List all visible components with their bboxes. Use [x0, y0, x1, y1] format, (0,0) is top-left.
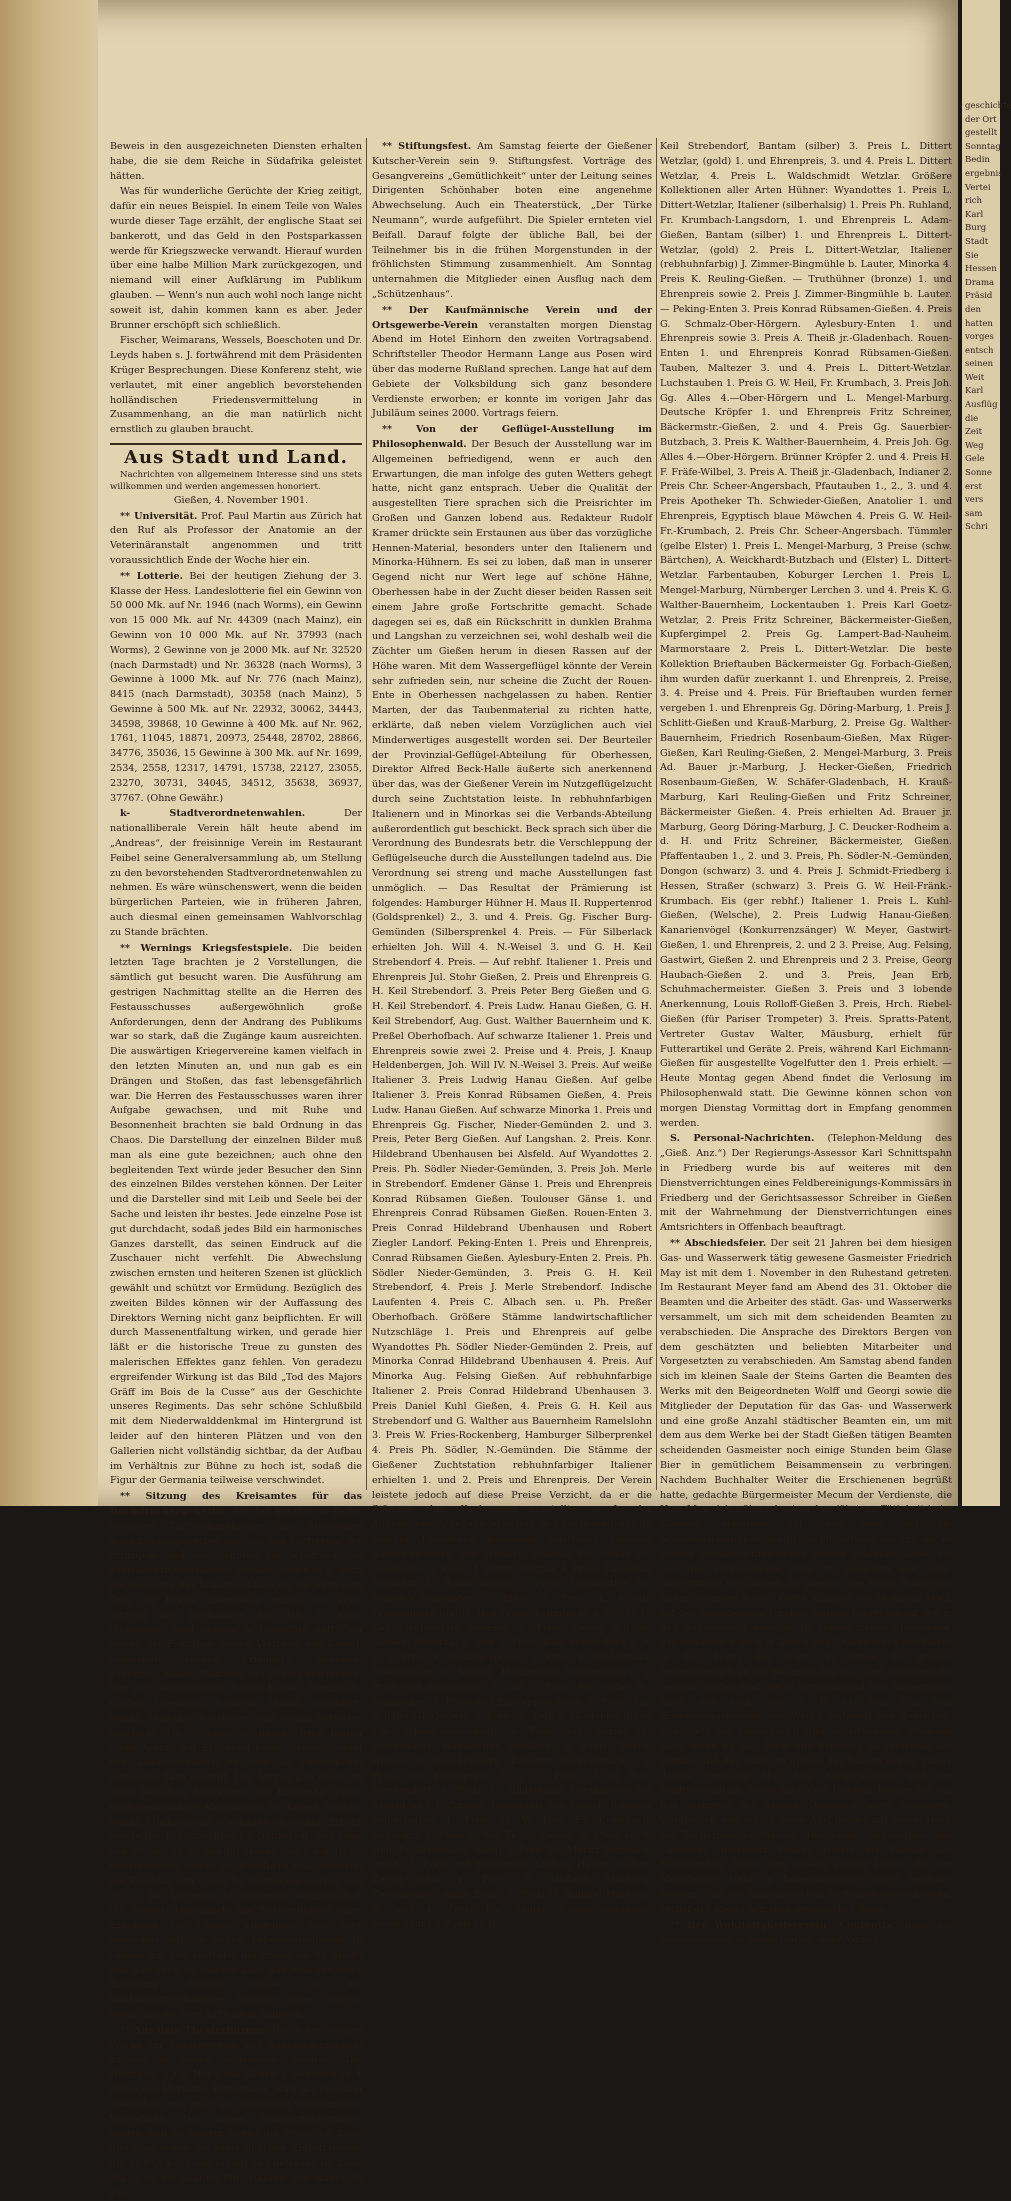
edge-fragment: Karl [965, 386, 984, 397]
edge-fragment: Schri [965, 522, 988, 533]
news-text: Bei den kürzlich in Berlin erfolgten Tarifverhandlungen des Deutschen Buchdruckergewerbes war von den Vertretern der Prinzipale und der Gehilfen die Schaffung von Kreisämtern beschlossen worden, denen u. a. auch die Regelung der Lokalzuschläge für die einzelnen Orte der Kreise überwiesen wurde. Die erste Sitzung des Kreisamtes für den 3. Kreis (Mainkreis) fand gestern in Frankfurt statt. Von Seiten der Prinzipale waren Vertreter aus Kassel, Darmstadt, Gießen, Friedberg, Nauheim, Frankfurt, Mainz, Marburg und Worms erschienen. Von der Gehilfenschaft hatten Kassel, Darmstadt, Gießen, Friedberg, Nauheim, Hanau, Frankfurt, Mainz, Marburg, Wiesbaden und Worms Vertreter geschickt. Die Gehilfen in diesen Orten hatten einen Antrag auf Erhöhung bezw. Neueinführung von Lokalzuschlägen zu dem im Deutschland geltenden Tarif gestellt. Der Antrag gab Anlaß zu einer lebhaften Erörterung. Die Erhöhung wurde nach mehrmaliger Abstimmung für Kassel, Gießen, Mainz, Marburg und Wiesbaden abgelehnt. Erhöht wurde der Lokalzuschlag für Darmstadt, und zwar von 8⅓ auf 11 %, und für Hanau von 5 auf 10 %; neueingeführt wurde für Friedberg und Nauheim ein Zuschlag von 5 und für Worms ein solcher von 2½ %. Der Vertreter der Gießener Gehilfenschaft (M. Keßler) begründete die Notwendigkeit einer Erhöhung für Gießen eingehend und wies besonders auf die hohen Lebensmittelpreise in Gießen hin. Der Vertreter der Prinzipale (O. Kindt) gab dies auch zu, glaubte aber, daß man von einer Erhöhung absehen müsse, da die Konkurrenzverhältnisse Gießens diese weitere Belastung der Geschäfte nicht zuließen. [110, 1505, 362, 2021]
edge-fragment: vers [965, 495, 984, 506]
edge-fragment: Bedin [965, 155, 990, 166]
edge-fragment: Drama [965, 277, 995, 288]
edge-fragment: Gele [965, 454, 985, 465]
edge-fragment: erst [965, 481, 982, 492]
edge-fragment: rich [965, 196, 983, 207]
section-divider [110, 443, 362, 445]
article-continuation: Keil Strebendorf, Bantam (silber) 3. Preis L. Dittert Wetzlar, (gold) 1. und Ehrenpreis, 3. und 4. Preis L. Dittert Wetzlar, 4. Preis L. Waldschmidt Wetzlar. Größere Kollektionen aller Arten Hühner: Wyandottes 1. Preis L. Dittert-Wetzlar, Italiener (silberhalsig) 1. Preis Ph. Ruhland, Fr. Krumbach-Langsdorn, 1. und Ehrenpreis L. Adam-Gießen, Bantam (silber) 1. und Ehrenpreis L. Dittert-Wetzlar, (gold) 2. Preis L. Dittert-Wetzlar, Italiener (rebhuhnfarbig) J. Zimmer-Bingmühle b. Lauter, Minorka 4. Preis K. Reuling-Gießen. — Truthühner (bronze) 1. und Ehrenpreis sowie 2. Preis J. Zimmer-Bingmühle b. Lauter. — Peking-Enten 3. Preis Konrad Rübsamen-Gießen. 4. Preis G. Schmalz-Ober-Hörgern. Aylesbury-Enten 1. und Ehrenpreis sowie 3. Preis A. Theiß jr.-Gladenbach. Rouen-Enten 1. und Ehrenpreis Konrad Rübsamen-Gießen. Tauben, Maltezer 3. und 4. Preis L. Dittert-Wetzlar. Luchstauben 1. Preis G. W. Heil, Fr. Krumbach, 3. Preis Joh. Gg. Alles 4.—Ober-Hörgern und L. Mengel-Marburg. Deutsche Kröpfer 1. und Ehrenpreis Fritz Schreiner, Bäckermstr.-Gießen, 2. und 4. Preis Gg. Sauerbier-Butzbach, 3. Preis K. Walther-Bauernheim, 4. Preis Joh. Gg. Alles 4.—Ober-Hörgern. Brünner Kröpfer 2. und 4. Preis H. F. Fräfe-Wilbel, 3. Preis A. Theiß jr.-Gladenbach, Indianer 2. Preis Chr. Scheer-Angersbach, Pfautauben 1., 2., 3. und 4. Preis Apotheker Th. Schwieder-Gießen, Anatolier 1. und Ehrenpreis, Egyptisch blaue Möwchen 4. Preis G. W. Heil-Fr.-Krumbach, 2. Preis Chr. Scheer-Angersbach. Tümmler (gelbe Elster) 1. Preis L. Mengel-Marburg, 3 Preise (schw. Bärtchen), A. Weickhardt-Butzbach und (Elster) L. Dittert-Wetzlar. Farbentauben, Koburger Lerchen 1. Preis L. Mengel-Marburg, Nürnberger Lerchen 3. und 4. Preis K. G. Walther-Bauernheim, Lockentauben 1. Preis Karl Goetz-Wetzlar, 2. Preis Fritz Schreiner, Bäckermeister-Gießen, Kupfergimpel 2. Preis Gg. Lampert-Bad-Nauheim. Marmorstaare 2. Preis L. Dittert-Wetzlar. Die beste Kollektion Brieftauben Bäckermeister Gg. Forbach-Gießen, ihm wurden dafür zuerkannt 1. und Ehrenpreis, 2. Preise, 3. 4. Preise und 4. Preis. Für Brieftauben wurden ferner vergeben 1. und Ehrenpreis Gg. Döring-Marburg, 1. Preis J. Schlitt-Gießen und Krauß-Marburg, 2. Preise Gg. Walther-Bauernheim, Friedrich Rosenbaum-Gießen, Max Rüger-Gießen, Karl Reuling-Gießen, 2. Mengel-Marburg, 3. Preis Ad. Bauer jr.-Marburg, J. Hecker-Gießen, Friedrich Rosenbaum-Gießen, W. Schäfer-Gladenbach, H. Krauß-Marburg, Karl Reuling-Gießen und Fritz Schreiner, Bäckermeister Gießen. 4. Preis erhielten Ad. Brauer jr. Marburg, Georg Döring-Marburg, J. C. Deucker-Rodheim a. d. H. und Fritz Schreiner, Bäckermeister, Gießen. Pfaffentauben 1., 2. und 3. Preis, Ph. Södler-N.-Gemünden, Dongon (schwarz) 3. und 4. Preis J. Schmidt-Friedberg i. Hessen, Straßer (schwarz) 3. Preis G. W. Heil-Fränk.-Krumbach. Eis (ger rebhf.) Italiener 1. Preis L. Kuhl-Gießen, (Welsche), 2. Preis Ludwig Hanau-Gießen. Kanarienvögel (Konkurrenzsänger) W. Meyer, Gastwirt-Gießen, 1. und Ehrenpreis, 2. und 2 3. Preise, Aug. Felsing, Gastwirt, Gießen 2. und Ehrenpreis und 2 3. Preise, Georg Haubach-Gießen 2. und 3. Preis, Jean Erb, Schuhmachermeister. Gießen 3. Preis und 3 lobende Anerkennung, Louis Rolloff-Gießen 3. Preis, Hrch. Riebel-Gießen (für Pariser Trompeter) 3. Preis. Spratts-Patent, Vertreter Gustav Walter, Mäusburg, erhielt für Futterartikel und Geräte 2. Preis, während Karl Eichmann-Gießen für ausgestellte Vogelfutter den 1. Preis erhielt. — Heute Montag gegen Abend findet die Verlosung im Philosophenwald statt. Die Gewinne können schon von morgen Dienstag Vormittag dort in Empfang genommen werden. [660, 141, 952, 1129]
column-2 [372, 140, 652, 1930]
edge-fragment: Hessen [965, 264, 997, 275]
edge-fragment: Ausflüg [965, 400, 998, 411]
news-keyword: k- Stadtverordnetenwahlen. [120, 808, 306, 820]
news-text: (Telephon-Meldung des „Gieß. Anz.“) Der Regierungs-Assessor Karl Schnittspahn in Friedberg wurde bis auf weiteres mit den Dienstverrichtungen eines Feldbereinigungs-Kommissärs in Friedberg und der Gerichtsassessor Schreiber in Gießen mit der Wahrnehmung der Dienstverrichtungen eines Amtsrichters in Offenbach beauftragt. [660, 1133, 952, 1234]
dateline: Gießen, 4. November 1901. [173, 494, 309, 506]
news-keyword: ** Sitzung des Kreisamtes für das Buchdruckergewerbe. [110, 1491, 362, 1517]
news-text: Der seit 21 Jahren bei dem hiesigen Gas- und Wasserwerk tätig gewesene Gasmeister Friedrich May ist mit dem 1. November in den Ruhestand getreten. Im Restaurant Meyer fand am Abend des 31. Oktober die Beamten und die Arbeiter des städt. Gas- und Wasserwerks versammelt, um sich mit dem scheidenden Beamten zu verabschieden. Die Ansprache des Direktors Bergen von dem geschätzten und beliebten Mitarbeiter und Vorgesetzten zu verabschieden. Am Samstag abend fanden sich im kleinen Saale der Steins Garten die Beamten des Werks mit den Beigeordneten Wolff und Georgi sowie die Mitglieder der Deputation für das Gas- und Wasserwerk und eine große Anzahl städtischer Beamten ein, um mit dem aus dem Werke bei der Stadt Gießen tätigen Beamten scheidenden Gasmeister noch einige Stunden beim Glase Bier in gemütlichem Beisammensein zu verbringen. Nachdem Buchhalter Weiter die Erschienenen begrüßt hatte, gedachte Bürgermeister Mecum der Verdienste, die Herr May sich während seiner langjährigen Tätigkeit beim Gaswerk erworben hat, und wies auf die Schaffensfreudigkeit und große Pflichttreue hin, mit der er seinem verantwortungsvollen Posten bekleidet habe, um nun die wohlverdiente Ruhe zu genießen und seine angegriffene Gesundheit zu pflegen. Die tiefen Eindrücke hinterlassenden ferner Worte klangen aus in einem Hoch auf den Scheidenden. Direktor Bergen feierte darauf den in den Ruhestand Tretenden als seinen treuen Mitarbeiter, der namentlich auch in Zeiten des Ueberganges des Werks in den Besitz der Stadt, in denen die großen Anforderungen an die Beamten des Gas- und Wasserwerks gestellt worden sind, die er hervorragend treu mitgetragen habe, wie auch, wie z. B. bei den Um- und Erweiterungsbauten des Werks während des Betriebes, sich stets als unermüdlich und arbeitsfreudig erwiesen habe, wenn es galt, Ruhe und Erholung im Interesse des Werkes und der Stadt zu opfern. Im Namen seines Vaters dankte Professor May dem Bürgermeister und der Stadtverwaltung, sowie auch dem Direktor Bergen für das ihm während der langen Dienstzeit stets bewiesene Wohlwollen und schloß seine Ausführung mit einem Hoch auf Bürgermeister Mecum. Der erste Obermonteur des Gaswerks, Ingenieur Frahm, feierte die Familie des Scheidenden. Unter dem Gesang einiger Lieder, die von Musiklehrer Hahn in liebenswürdiger Weise begleitet wurden, und bei humoristischen Vorträgen abwechselten, verlief der Abend in froher, gemütlicher Weise. [660, 1237, 952, 1915]
news-keyword: ** Der Kaufmännische Verein und der Ortsgewerbe-Verein [372, 304, 652, 331]
news-text: Bei der heutigen Ziehung der 3. Klasse der Hess. Landeslotterie fiel ein Gewinn von 50 000 Mk. auf Nr. 1946 (nach Worms), ein Gewinn von 15 000 Mk. auf Nr. 44309 (nach Mainz), ein Gewinn von 10 000 Mk. auf Nr. 37993 (nach Worms), 2 Gewinne von je 2000 Mk. auf Nr. 32520 (nach Darmstadt) und Nr. 36328 (nach Worms), 3 Gewinne à 1000 Mk. auf Nr. 776 (nach Mainz), 8415 (nach Darmstadt), 30358 (nach Mainz), 5 Gewinne à 500 Mk. auf Nr. 22932, 30062, 34443, 34598, 39868, 10 Gewinne à 400 Mk. auf Nr. 962, 1761, 11045, 18871, 20973, 25448, 28702, 28866, 34776, 35036, 15 Gewinne à 300 Mk. auf Nr. 1699, 2534, 2558, 12317, 14791, 15738, 22127, 23055, 23270, 30731, 34045, 34512, 35638, 36937, 37767. (Ohne Gewähr.) [110, 570, 362, 804]
edge-fragment: Sonne [965, 468, 992, 479]
news-text: Die in der vorigen Woche im Theaterverein mit außerordentlichem Erfolge in Szene gegangene Novität „Die Hoffnung“ („Op Hope van Zegen“), Seestück in 4 Akten von Hermann Heyermans, wird am Dienstag wiederholt und zwar als vollständig volkstümliche Vorstellung. Der hohen Honorarforderungen wegen sind an diesem Abend die Preise für Loge und Saal gegen die sonst üblichen Eintrittspreise um 10 Pfg. pro Billet erhöht und betragen für Loge Mk. 1,30, für Saal 60 Pfg., Gallerie wie immer 30 Pfg. [110, 2024, 362, 2199]
news-text: Am Samstag feierte der Gießener Kutscher-Verein sein 9. Stiftungsfest. Vorträge des Gesangvereins „Gemütlichkeit“ unter der Leitung seines Dirigenten Schönhaber boten eine angenehme Abwechselung. Auch ein Theaterstück, „Der Türke Neumann“, wurde aufgeführt. Die Spieler ernteten viel Beifall. Darauf folgte der übliche Ball, bei der Teilnehmer bis in die frühen Morgenstunden in der fröhlichsten Stimmung zusammenhielt. Am Sonntag unternahmen die Mitglieder einen Ausflug nach dem „Schützenhaus“. [372, 141, 652, 300]
news-text: Der Besuch der Ausstellung war im Allgemeinen befriedigend, wenn er auch den Erwartungen, die man infolge des guten Wetters gehegt hatte, nicht ganz entsprach. Ueber die Qualität der ausgestellten Tiere sprachen sich die Preisrichter im Großen und Ganzen lobend aus. Redakteur Rudolf Kramer drückte sein Erstaunen aus über das vorzügliche Hennen-Material, besonders unter den Italienern und Minorka-Hühnern. Es sei zu loben, daß man in unserer Gegend nicht nur Wert lege auf schöne Hähne, Oberhessen habe in der Zucht dieser beiden Rassen seit einem Jahre große Fortschritte gemacht. Schade dagegen sei es, daß ein Rückschritt in dunklen Brahma und Langshan zu verzeichnen sei, wohl deshalb weil die Züchter um Gießen herum in diesen Rassen auf der Höhe waren. Mit dem Wassergeflügel könnte der Verein sehr zufrieden sein, nur scheine die Zucht der Rouen-Ente in Oberhessen nachgelassen zu haben. Rentier Marten, der das Taubenmaterial zu richten hatte, erklärte, daß neben vielem Vorzüglichen auch viel Minderwertiges ausgestellt worden sei. Der Beurteiler der Provinzial-Geflügel-Abteilung für Oberhessen, Direktor Alfred Beck-Halle äußerte sich anerkennend über das, was der Gießener Verein im Nutzgeflügelzucht durch seine Zuchtstation leiste. In rebhuhnfarbigen Italienern und in Minorkas sei die Verbands-Abteilung außerordentlich gut beschickt. Beck sprach sich über die Verordnung des Bundesrats betr. die Verschleppung der Geflügelseuche durch die Ausstellungen tadelnd aus. Die Verordnung sei streng und mache Ausstellungen fast unmöglich. — Das Resultat der Prämierung ist folgendes: Hamburger Hühner H. Maus II. Ruppertenrod (Goldsprenkel) 2., 3. und 4. Preis. Gg. Fischer Burg-Gemünden (Silbersprenkel 4. Preis. — Für Silberlack erhielten Joh. Will 4. N.-Weisel 3. und G. H. Keil Strebendorf 4. Preis. — Auf rebhf. Italiener 1. Preis und Ehrenpreis Jul. Stohr Gießen, 2. Preis und Ehrenpreis G. H. Keil Strebendorf. 3. Preis Peter Berg Gießen und G. H. Keil Strebendorf. 4. Preis Ludw. Hanau Gießen, G. H. Keil Strebendorf, Aug. Gust. Walther Bauernheim und K. Preßel Oberhofbach. Auf schwarze Italiener 1. Preis und Ehrenpreis sowie zwei 2. Preise und 4. Preis, J. Knaup Heldenbergen, Joh. Will IV. N.-Weisel 3. Preis. Auf weiße Italiener 3. Preis Ludwig Hanau Gießen. Auf gelbe Italiener 3. Preis Konrad Rübsamen Gießen, 4. Preis Ludw. Hanau Gießen. Auf schwarze Minorka 1. Preis und Ehrenpreis Gg. Fischer, Nieder-Gemünden 2. und 3. Preis, Peter Berg Gießen. Auf Langshan. 2. Preis. Konr. Hildebrand Ubenhausen bei Alsfeld. Auf Wyandottes 2. Preis. Ph. Södler Nieder-Gemünden, 3. Preis Joh. Merle in Strebendorf. Emdener Gänse 1. Preis und Ehrenpreis Konrad Rübsamen Gießen. Toulouser Gänse 1. und Ehrenpreis Conrad Rübsamen Gießen. Rouen-Enten 3. Preis Conrad Hildebrand Ubenhausen und Robert Ziegler Landorf. Peking-Enten 1. Preis und Ehrenpreis, Conrad Rübsamen Gießen. Aylesbury-Enten 2. Preis. Ph. Södler Nieder-Gemünden, 3. Preis G. H. Keil Strebendorf, 4. Preis J. Merle Strebendorf. Indische Laufenten 4. Preis C. Albach sen. u. Ph. Preßer Oberhofbach. Größere Stämme landwirtschaftlicher Nutzschläge 1. Preis und Ehrenpreis auf gelbe Wyandottes Ph. Södler Nieder-Gemünden 2. Preis, auf Minorka Conrad Hildebrand Ubenhausen 4. Preis. Auf Minorka Aug. Felsing Gießen. Auf rebhuhnfarbige Italiener 2. Preis Conrad Hildebrand Ubenhausen 3. Preis Daniel Kuhl Gießen, 4. Preis G. H. Keil aus Strebendorf und G. Walther aus Bauernheim Ramelslohn 3. Preis W. Fries-Rockenberg, Hamburger Silberprenkel 4. Preis Ph. Södler, N.-Gemünden. Die Stämme der Gießener Zuchtstation rebhuhnfarbiger Italiener erhielten 1. und 2. Preis und Ehrenpreis. Der Verein leistete jedoch auf diese Preise Verzicht, da er die Stämme ohne Konkurrenz ausstellte. — In der Allgemeinen Abteilung erhielten in Oberhessen und in unserer Umgebung wohnende Aussteller folgende Auszeichnungen: Auf Hühner: Brahma Ph. Södler N.-Gemünden 3. Preis, J. Dittert-Wetzlar 4. Preis. Langshan rebhuhnf. L. Adam-Gießen 3. Preis. Wyandottes Ph. Södler-N.-Gemünden 2. Preis. 3. Preis: K. Krauß-Frankenberg und G. Heil-Fränk.-Krumbach. 4. Pr.: G. H. Keil Strebendorf. Spanier: 2. Preis: Georg Schäfer-Gießen. Minorka: 2. und 3. Preis: Karl Stöher-Diez a. d. L. 3. Preis: K. Reuling-Gießen. 2. Preis: K. Hildebrand-Ubenhausen b. Alsfeld. Hamburger Silberprenkel: 1. Preis und Ehrenpreis, 2. und 3. Preis: Ph. Södler N.-Gemünden. 1. Preis und Ehrenpreis sowie 2. Preis: Joh. Schäfer III.-Gießen. 3. Preis: A. Feiß jr.-Gladenbach und Chr. Scheer-Angersbach. 4. Preis: Joh. Korrel IV.-Strebendorf. Hamburger Goldlack: 3. Preis: Eberh. Helmes II.-Ober-Hörgern. Italiener (rebhuhnfarb.): 1. Preis und Ehrenpreis, 2. u. 3. Preis: G. H. Keil-Strebendorf. 4. Preis: K. Hildebrand Ubenhausen bei Alsfeld und J. Zimmer Bingmühle bei Lauter. Italiener (silberhalsig) 1. Preis: G. W. Heil, Fr. Krumbach, (schwarz) 3. Preis J. Will IV., N.-Weisel, 4. Preis G. W. Heil, Fr. Krumbach, (blau) 3. Preis Ed. Moritz Butzbach, (weiß) 2. Preis und Ehrenpreis Ludwig Hanau Gießen. Zwerg-Cochin 4. Preis W. Holland Marburg. Zwerghühner (mille fleur), 2. Preis W. Holland Marburg, 3. und 4. Preis Ph. Södler Nieder-Gemünden, (porzellanf.) 4. Preis G. H. [372, 438, 652, 1930]
news-item-kreisamt [110, 1490, 362, 2023]
news-keyword: ** Lotterie. [120, 570, 183, 582]
column-rule [366, 138, 367, 1490]
edge-fragment: gestellt [965, 128, 998, 139]
news-item-lotterie [110, 570, 362, 807]
news-keyword: ** Universität. [120, 510, 198, 522]
edge-fragment: Weg [965, 440, 984, 451]
edge-fragment: seinen [965, 359, 994, 370]
news-keyword: ** Abschiedsfeier. [670, 1237, 767, 1249]
edge-fragment: Burg [965, 223, 987, 234]
edge-fragment: Weit [965, 372, 985, 383]
article-continuation: Beweis in den ausgezeichneten Diensten erhalten habe, die sie dem Reiche in Südafrika geleistet hätten. [110, 141, 362, 182]
news-text: veranstalten morgen Dienstag Abend im Hotel Einhorn den zweiten Vortragsabend. Schriftsteller Theodor Hermann Lange aus Posen wird über das moderne Rußland sprechen. Lange hat auf dem Gebiete der Volksbildung sich ganz besondere Verdienste erworben; er konnte im vorigen Jahr das Jubiläum seines 2000. Vortrags feiern. [372, 319, 652, 420]
news-text: Der nationalliberale Verein hält heute abend im „Andreas“, der freisinnige Verein im Restaurant Feibel seine Generalversammlung ab, um Stellung zu den bevorstehenden Stadtverordnetenwahlen zu nehmen. Es wäre wünschenswert, wenn die beiden bürgerlichen Parteien, wie in früheren Jahren, auch diesmal einen gemeinsamen Wahlvorschlag zu Stande brächten. [110, 808, 362, 938]
edge-fragment: den [965, 304, 981, 315]
news-keyword: ** Von der Geflügel-Ausstellung im Philosophenwald. [372, 424, 652, 450]
news-text: hatte am Samstagabend in Steins Garten seine Winter- [660, 1919, 952, 1946]
edge-fragment: Stadt [965, 236, 989, 247]
edge-fragment: hatten [965, 318, 993, 329]
edge-fragment: geschichte [965, 101, 1011, 111]
news-item-contentia [660, 1919, 952, 1949]
section-intro: Nachrichten von allgemeinem Interesse sind uns stets willkommen und werden angemessen honoriert. [110, 469, 362, 492]
news-text: Prof. Paul Martin aus Zürich hat den Ruf als Professor der Anatomie an der Veterinäranstalt angenommen und tritt voraussichtlich Ende der Woche hier ein. [110, 510, 362, 566]
news-keyword: S. Personal-Nachrichten. [670, 1133, 815, 1145]
edge-fragment: die [965, 413, 979, 424]
news-text: Die beiden letzten Tage brachten je 2 Vorstellungen, die sämtlich gut besucht waren. Die Ausführung am gestrigen Nachmittag stellte an die Herren des Festausschusses außergewöhnlich große Anforderungen, denn der Andrang des Publikums war so stark, daß die Zugänge kaum ausreichten. Die auswärtigen Kriegervereine kamen vielfach in den letzten Minuten an, und nun gab es ein Drängen und Stoßen, das fast lebensgefährlich war. Die Herren des Festausschusses waren ihrer Aufgabe gewachsen, und mit Ruhe und Besonnenheit brachten sie bald Ordnung in das Chaos. Die Darstellung der einzelnen Bilder muß man als eine gute bezeichnen; auch ohne den begleitenden Text würde jeder Besucher den Sinn des einzelnen Bildes verstehen können. Der Leiter und die Darsteller sind mit Leib und Seele bei der Sache und leisten ihr bestes. Jede einzelne Pose ist gut durchdacht, sodaß jedes Bild ein harmonisches Ganzes darstellt, das seinen Eindruck auf die Zuschauer nicht verfehlt. Die Abwechslung zwischen ernsten und heiteren Szenen ist glücklich gewählt und schützt vor Ermüdung. Bezüglich des zweiten Bildes können wir der Auffassung des Direktors Werning nicht ganz beipflichten. Er will durch Massenentfaltung wirken, und gerade hier läßt er die historische Treue zu gunsten des malerischen Effektes ganz fehlen. Von geradezu ergreifender Wirkung ist das Bild „Tod des Majors Gräff im Bois de la Cusse“ aus der Geschichte unseres Regiments. Das sehr schöne Schlußbild mit dem Niederwalddenkmal im Hintergrund ist leider auf den hinteren Plätzen und von den Gallerien nicht vollständig sichtbar, da der Aufbau im Verhältnis zur Bühne zu hoch ist, sodaß die Figur der Germania teilweise verschwindet. [110, 942, 362, 1487]
column-rule [656, 138, 657, 1490]
news-keyword: ** Aus dem Theaterbureau. [120, 2024, 269, 2036]
edge-fragment: Präsid [965, 291, 993, 302]
edge-fragment: ergebnis [965, 168, 1003, 179]
news-keyword: ** Wernings Kriegsfestspiele. [120, 942, 293, 954]
column-1 [110, 140, 362, 2199]
edge-fragment: Zeit [965, 427, 983, 438]
news-keyword: ** Der Wohltätigkeitsverein „Contentia“ [670, 1919, 898, 1931]
edge-fragment: Sie [965, 250, 979, 261]
news-item-kaufm-verein [372, 304, 652, 422]
column-3 [660, 140, 952, 1946]
news-item-festspiele [110, 942, 362, 1489]
edge-fragment: Sonntag [965, 141, 1001, 152]
edge-fragment: sam [965, 508, 983, 519]
edge-fragment: Karl [965, 209, 984, 220]
news-item-gefluegel [372, 423, 652, 1932]
edge-fragment: vorges [965, 332, 994, 343]
news-item-universitaet [110, 510, 362, 569]
edge-fragment: der Ort [965, 114, 997, 125]
article-paragraph: Was für wunderliche Gerüchte der Krieg zeitigt, dafür ein neues Beispiel. In einem Teile von Wales wurde dieser Tage erzählt, der englische Staat sei bankerott, und das Geld in den Postsparkassen werde für Kriegszwecke verwandt. Hierauf wurden über eine halbe Million Mark zurückgezogen, und niemand will einer Aufklärung im Publikum glauben. — Wenn's nun auch wohl noch lange nicht soweit ist, dahin kommen kann es aber. Jeder Brunner erschöpft sich schließlich. [110, 186, 362, 331]
edge-fragment: Vertei [965, 182, 991, 193]
news-item-theater [110, 2024, 362, 2201]
news-keyword: ** Stiftungsfest. [382, 141, 472, 152]
edge-fragment: entsch [965, 345, 994, 356]
news-item-stiftungsfest [372, 140, 652, 303]
news-item-abschiedsfeier [660, 1237, 952, 1918]
news-item-wahlen [110, 807, 362, 940]
news-item-personal [660, 1132, 952, 1236]
page-margin-left [0, 0, 98, 1506]
adjacent-page-edge [962, 0, 1011, 1506]
section-title: Aus Stadt und Land. [124, 446, 348, 468]
article-paragraph: Fischer, Weimarans, Wessels, Boeschoten und Dr. Leyds haben s. J. fortwährend mit dem Präsidenten Krüger Besprechungen. Diese Konferenz steht, wie verlautet, mit einer angeblich bevorstehenden holländischen Friedensvermittelung in Zusammenhang, an die man natürlich nicht ernstlich zu glauben braucht. [110, 335, 362, 436]
